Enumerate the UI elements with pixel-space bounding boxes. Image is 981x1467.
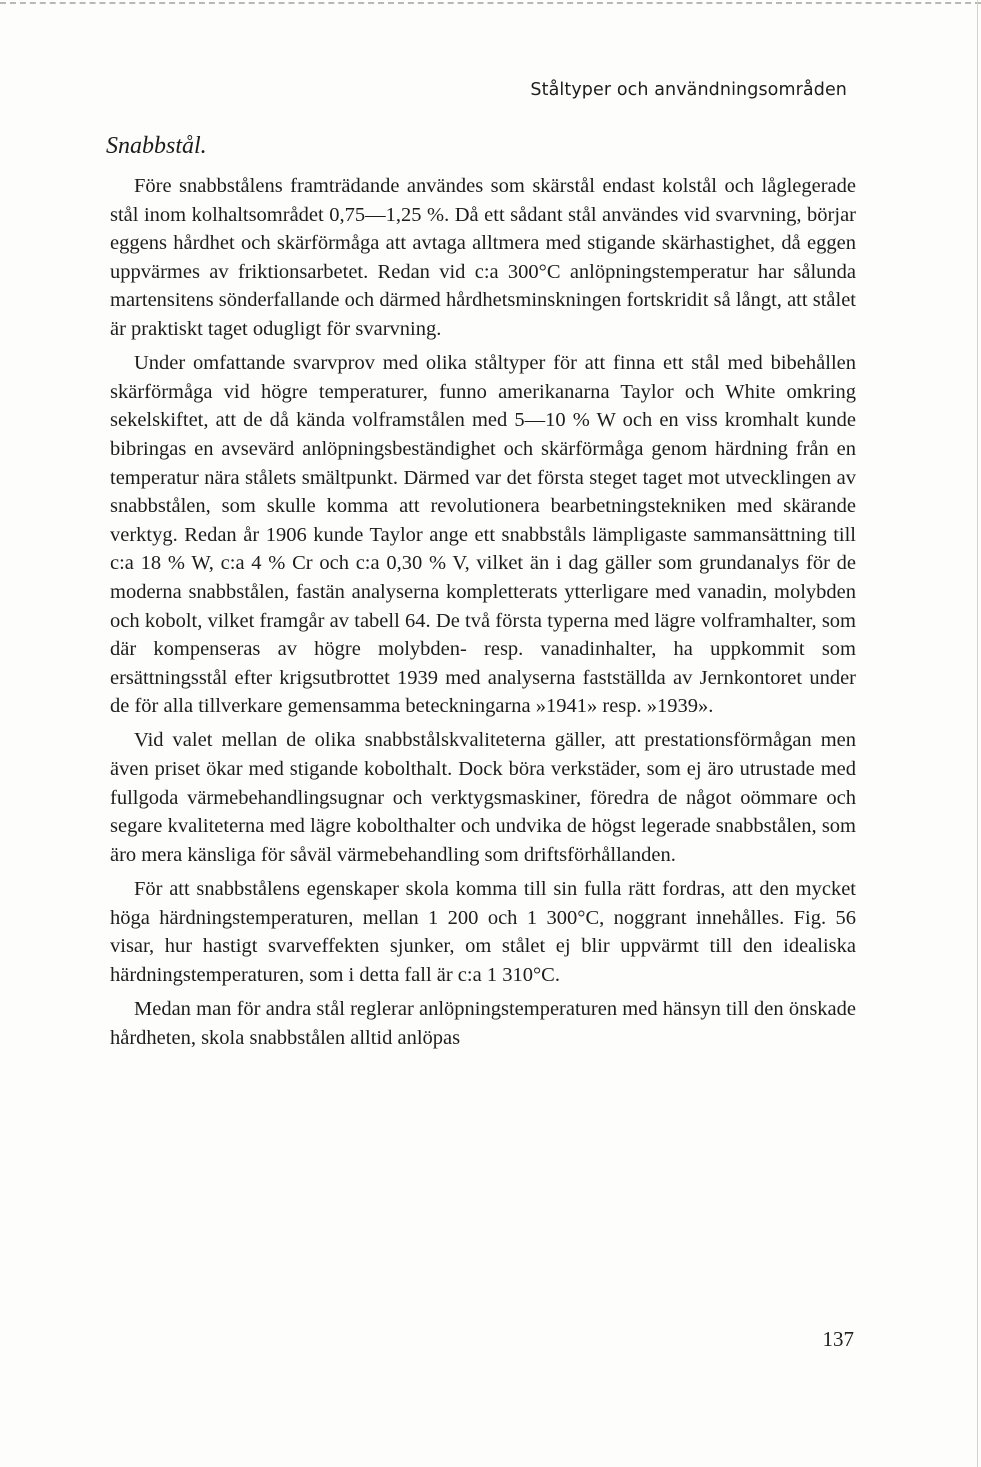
paragraph-1: Före snabbstålens framträdande användes som skärstål endast kolstål och låglegerade stål inom kolhaltsområdet 0,75—1,25 %. Då ett sådant stål användes vid svarvning, börjar eggens hårdhet och skärförmåga att avtaga alltmera med stigande skärhastighet, då eggen uppvärmes av friktionsarbetet. Redan vid c:a 300°C anlöpningstemperatur har sålunda martensitens sönderfallande och därmed hårdhetsminskningen fortskridit så långt, att stålet är praktiskt taget odugligt för svarvning. xyxy=(110,175,856,340)
paragraph-5: Medan man för andra stål reglerar anlöpningstemperaturen med hänsyn till den önskade hårdheten, skola snabbstålen alltid anlöpas xyxy=(110,998,856,1049)
paragraph-3: Vid valet mellan de olika snabbstålskvaliteterna gäller, att prestationsförmågan men även priset ökar med stigande kobolthalt. Dock böra verkstäder, som ej äro utrustade med fullgoda värmebehandlingsugnar och verktygsmaskiner, föredra de något oömmare och segare kvaliteterna med lägre kobolthalter och undvika de högst legerade snabbstålen, som äro mera känsliga för såväl värmebehandling som driftsförhållanden. xyxy=(110,729,856,866)
body-text xyxy=(110,172,856,1058)
paragraph-2: Under omfattande svarvprov med olika ståltyper för att finna ett stål med bibehållen skärförmåga vid högre temperaturer, funno amerikanarna Taylor och White omkring sekelskiftet, att de då kända volframstålen med 5—10 % W och en viss kromhalt kunde bibringas en avsevärd anlöpningsbeständighet och skärförmåga genom härdning från en temperatur nära stålets smältpunkt. Därmed var det första steget taget mot utvecklingen av snabbstålen, som skulle komma att revolutionera bearbetningstekniken med skärande verktyg. Redan år 1906 kunde Taylor ange ett snabbståls lämpligaste sammansättning till c:a 18 % W, c:a 4 % Cr och c:a 0,30 % V, vilket än i dag gäller som grundanalys för de moderna snabbstålen, fastän analyserna kompletterats ytterligare med vanadin, molybden och kobolt, vilket framgår av tabell 64. De två första typerna med lägre volframhalter, som där kompenseras av högre molybden- resp. vanadinhalter, ha uppkommit som ersättningsstål efter krigsutbrottet 1939 med analyserna fastställda av Jernkontoret under de för alla tillverkare gemensamma beteckningarna »1941» resp. »1939». xyxy=(110,352,856,718)
page-number: 137 xyxy=(822,1327,854,1351)
paragraph-4: För att snabbstålens egenskaper skola komma till sin fulla rätt fordras, att den mycket höga härdningstemperaturen, mellan 1 200 och 1 300°C, noggrant innehålles. Fig. 56 visar, hur hastigt svarveffekten sjunker, om stålet ej blir uppvärmt till den idealiska härdningstemperaturen, som i detta fall är c:a 1 310°C. xyxy=(110,878,856,986)
scan-top-edge xyxy=(0,2,981,4)
running-header: Ståltyper och användningsområden xyxy=(530,80,847,100)
section-title: Snabbstål. xyxy=(106,133,207,159)
scan-right-edge xyxy=(977,0,978,1467)
